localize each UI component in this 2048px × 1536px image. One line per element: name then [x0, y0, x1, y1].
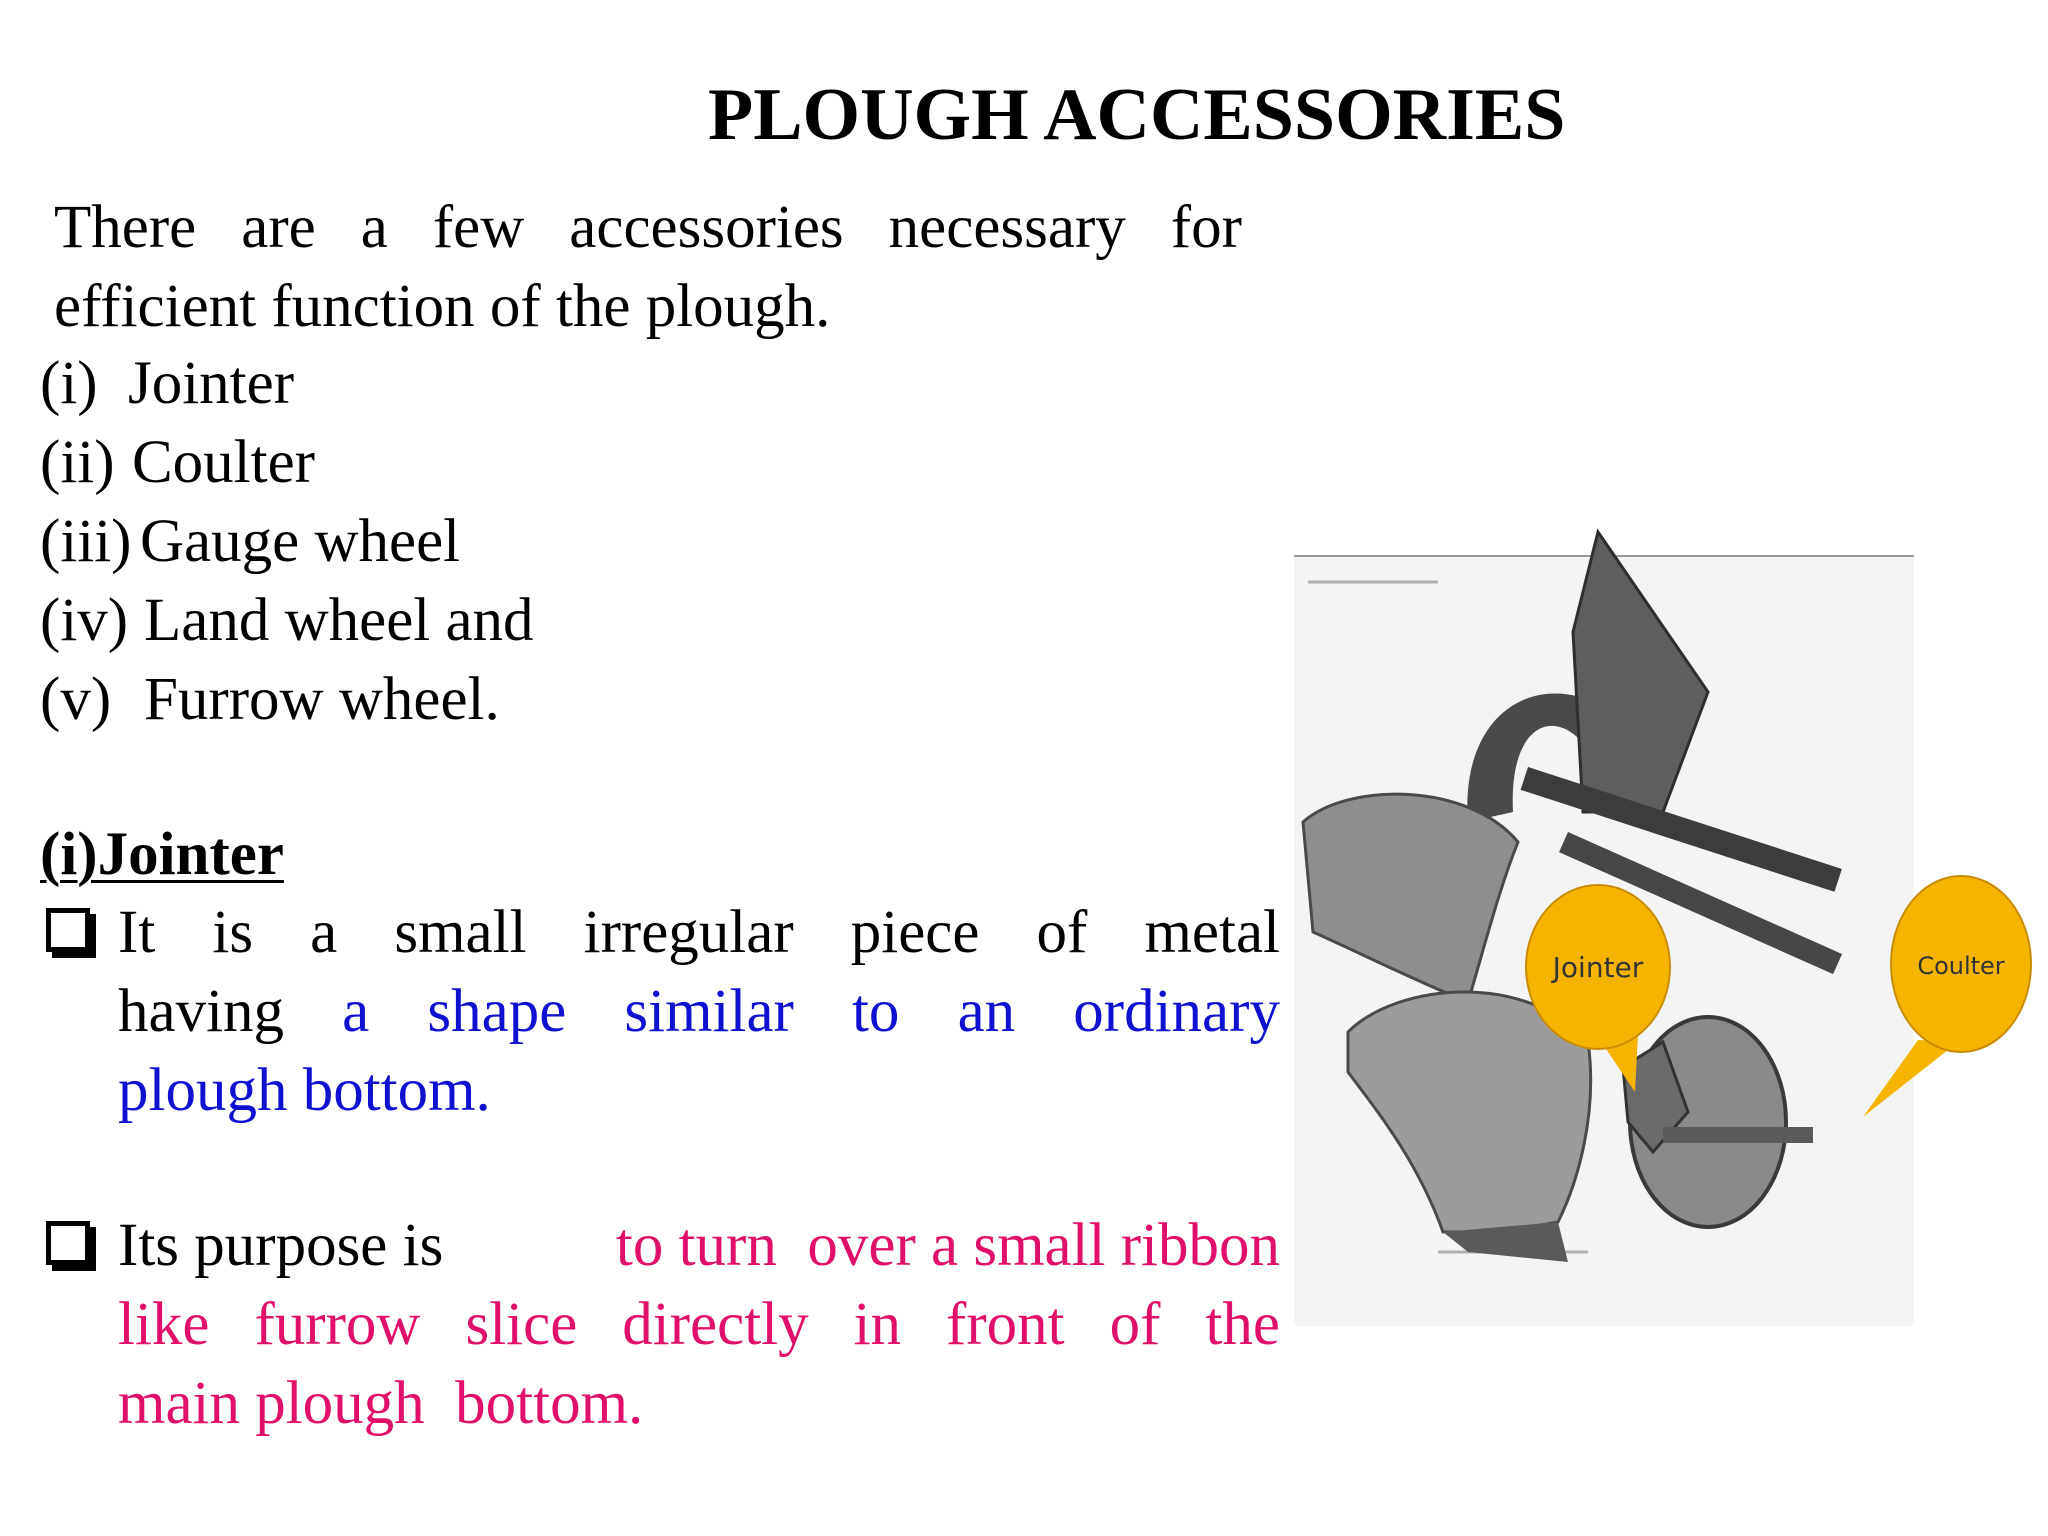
bullet-word: piece: [850, 899, 980, 966]
bullet-word-highlight: like: [118, 1291, 210, 1358]
bullet-word-highlight: furrow: [254, 1291, 421, 1358]
intro-word: There: [54, 194, 197, 261]
bullet-text: Its purpose is: [118, 1212, 444, 1279]
bullet-word-highlight: slice: [465, 1291, 578, 1358]
bullet-word: irregular: [583, 899, 794, 966]
bullet-word-highlight: in: [853, 1291, 902, 1358]
bullet-2-line-3: main plough bottom.: [118, 1370, 644, 1437]
bullet-word: metal: [1144, 899, 1280, 966]
list-item-label: Jointer: [128, 350, 295, 417]
list-item-number: (iv): [40, 587, 129, 654]
list-item-label: Furrow wheel.: [144, 666, 500, 733]
list-item-number: (ii): [40, 429, 115, 496]
bullet-word-highlight: similar: [624, 978, 794, 1045]
bullet-word-highlight: shape: [427, 978, 567, 1045]
bullet-word: It: [118, 899, 156, 966]
bullet-word: of: [1036, 899, 1088, 966]
bullet-word-highlight: the: [1205, 1291, 1280, 1358]
bullet-word: small: [394, 899, 527, 966]
bullet-word: a: [310, 899, 338, 966]
accessory-list: [40, 344, 534, 739]
bullet-1-line-2: [118, 972, 1280, 1051]
bullet-word: having: [118, 978, 285, 1045]
list-item: [40, 502, 534, 581]
coulter-callout-label: Coulter: [1917, 952, 2005, 980]
bullet-2-line-2: [118, 1285, 1280, 1364]
list-item-label: Land wheel and: [144, 587, 534, 654]
bullet-text-highlight: to turn over a small ribbon: [615, 1212, 1280, 1279]
slide-title: PLOUGH ACCESSORIES: [708, 74, 1566, 156]
bullet-word-highlight: directly: [622, 1291, 809, 1358]
section-heading: (i)Jointer: [40, 821, 284, 888]
bullet-word: is: [212, 899, 254, 966]
bullet-1-line-3: plough bottom.: [118, 1057, 491, 1124]
intro-word: few: [432, 194, 525, 261]
intro-word: are: [241, 194, 316, 261]
intro-word: a: [360, 194, 388, 261]
intro-word: accessories: [569, 194, 844, 261]
list-item: [40, 344, 534, 423]
list-item-label: Gauge wheel: [140, 508, 461, 575]
bullet-1-line-1: [118, 893, 1280, 972]
list-item: [40, 581, 534, 660]
checkbox-bullet-icon: [46, 1221, 90, 1265]
coulter-shank: [1663, 1127, 1813, 1143]
checkbox-bullet-icon: [46, 908, 90, 952]
intro-line-1: [54, 188, 1242, 267]
bullet-word-highlight: to: [851, 978, 900, 1045]
bullet-word-highlight: of: [1109, 1291, 1161, 1358]
list-item: [40, 423, 534, 502]
plough-illustration: [1268, 512, 2036, 1342]
list-item: [40, 660, 534, 739]
intro-line-2: efficient function of the plough.: [54, 273, 831, 340]
bullet-word-highlight: an: [957, 978, 1016, 1045]
jointer-callout-label: Jointer: [1552, 951, 1644, 984]
list-item-label: Coulter: [132, 429, 315, 496]
intro-word: for: [1170, 194, 1242, 261]
list-item-number: (i): [40, 350, 98, 417]
bullet-word-highlight: front: [946, 1291, 1065, 1358]
list-item-number: (v): [40, 666, 112, 733]
bullet-word-highlight: a: [342, 978, 370, 1045]
bullet-2-line-1: [118, 1206, 1280, 1285]
intro-paragraph: [54, 188, 1242, 346]
intro-word: necessary: [888, 194, 1126, 261]
bullet-word-highlight: ordinary: [1073, 978, 1280, 1045]
list-item-number: (iii): [40, 508, 132, 575]
